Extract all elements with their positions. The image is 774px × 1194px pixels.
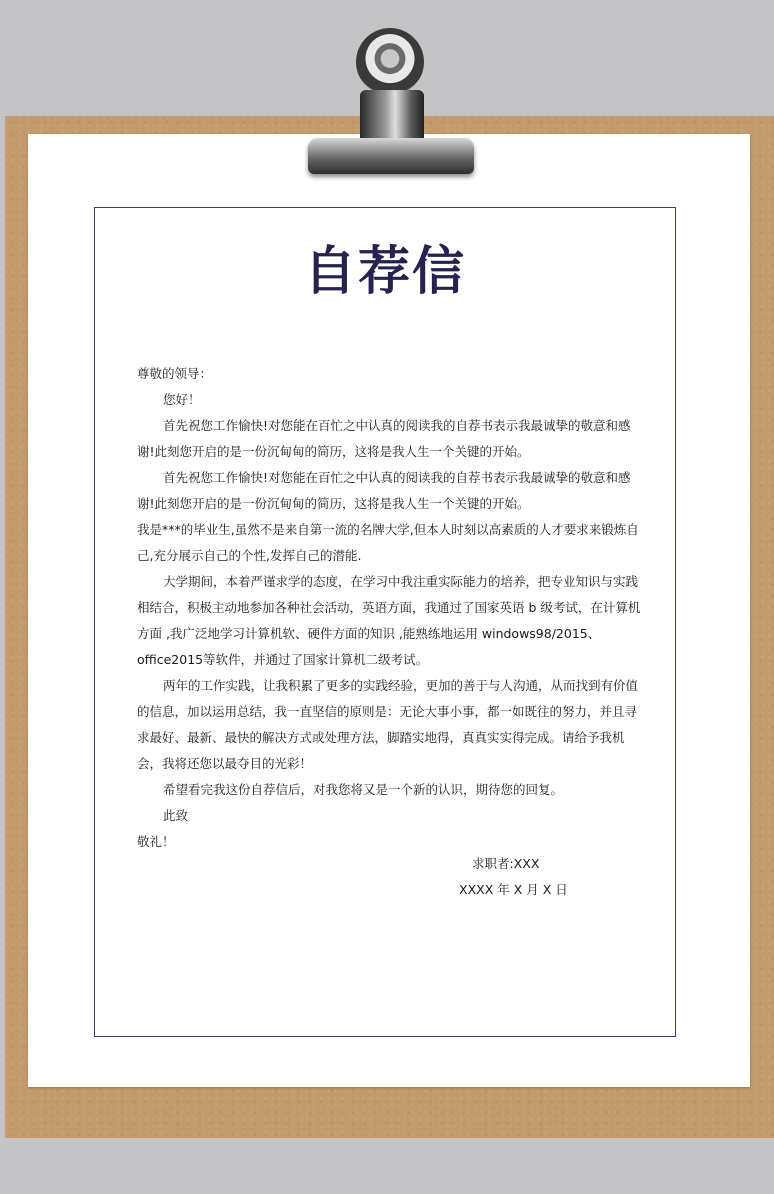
salutation: 尊敬的领导： bbox=[137, 366, 213, 381]
paragraph: 首先祝您工作愉快!对您能在百忙之中认真的阅读我的自荐书表示我最诚挚的敬意和感谢!此刻您开启的是一份沉甸甸的简历，这将是我人生一个关键的开始。 bbox=[137, 418, 631, 459]
paragraph: 首先祝您工作愉快!对您能在百忙之中认真的阅读我的自荐书表示我最诚挚的敬意和感谢!此刻您开启的是一份沉甸甸的简历，这将是我人生一个关键的开始。 bbox=[137, 470, 631, 511]
clip-ring-icon bbox=[356, 28, 424, 96]
closing-line: 此致 bbox=[163, 808, 189, 823]
greeting: 您好！ bbox=[163, 392, 201, 407]
binder-clip-icon bbox=[308, 138, 474, 174]
paragraph: 两年的工作实践，让我积累了更多的实践经验，更加的善于与人沟通，从而找到有价值的信息，加以运用总结，我一直坚信的原则是：无论大事小事，都一如既往的努力，并且寻求最好、最新、最快的解决方式或处理方法，脚踏实地得，真真实实得完成。请给予我机会，我将还您以最夺目的光彩！ bbox=[137, 678, 639, 771]
date: XXXX 年 X 月 X 日 bbox=[459, 882, 568, 897]
paragraph: 我是***的毕业生,虽然不是来自第一流的名牌大学,但本人时刻以高素质的人才要求来锻炼自己,充分展示自己的个性,发挥自己的潜能. bbox=[137, 522, 639, 563]
closing-regards: 敬礼！ bbox=[137, 834, 175, 849]
signature: 求职者:XXX bbox=[472, 856, 540, 871]
paragraph: 希望看完我这份自荐信后，对我您将又是一个新的认识，期待您的回复。 bbox=[163, 782, 564, 797]
letter-body bbox=[137, 361, 643, 855]
letter-title: 自荐信 bbox=[303, 242, 466, 302]
paragraph: 大学期间，本着严谨求学的态度，在学习中我注重实际能力的培养，把专业知识与实践相结合，积极主动地参加各种社会活动，英语方面，我通过了国家英语 b 级考试，在计算机方面 ,我广泛地学习计算机软、硬件方面的知识 ,能熟练地运用 windows98/2015、office2015等软件，并通过了国家计算机二级考试。 bbox=[137, 574, 641, 667]
